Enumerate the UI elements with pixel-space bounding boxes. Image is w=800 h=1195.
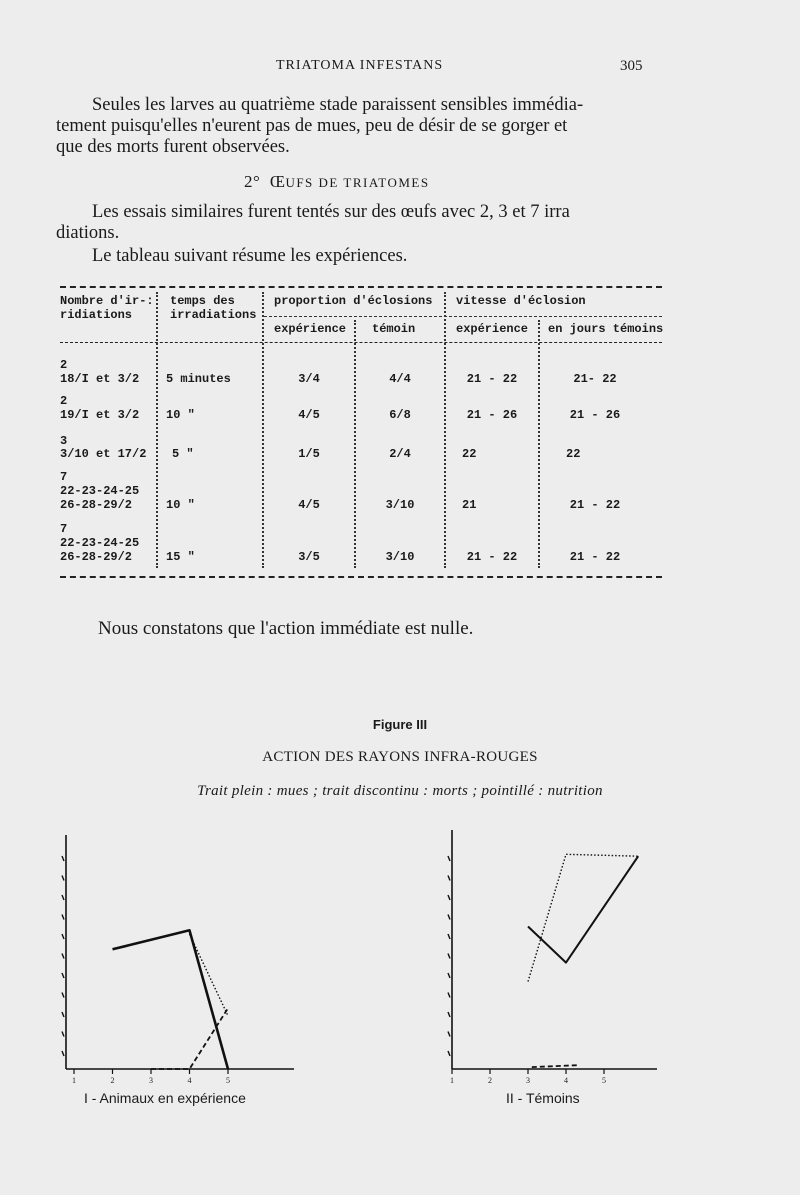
x-tick-label: 1 (72, 1076, 76, 1085)
cell-dates: 22-23-24-25 (60, 484, 140, 498)
y-tick (448, 934, 450, 939)
x-tick-label: 4 (564, 1076, 568, 1085)
y-tick (62, 954, 64, 959)
y-tick (448, 915, 450, 920)
cell-prop-temoin: 3/10 (385, 498, 415, 512)
page-number: 305 (620, 58, 643, 74)
cell-vitesse-temoins: 21 - 22 (569, 550, 621, 564)
y-tick (62, 973, 64, 978)
table-divider (444, 292, 446, 568)
y-tick (62, 895, 64, 900)
figure-label: Figure III (372, 717, 428, 732)
chart-panel-temoins (432, 825, 672, 1090)
y-tick (448, 1012, 450, 1017)
cell-vitesse-experience: 21 - 26 (466, 408, 518, 422)
paragraph-line: Seules les larves au quatrième stade paraissent sensibles immédia- (92, 95, 584, 115)
panel-caption-experience: I - Animaux en expérience (84, 1090, 246, 1106)
cell-duration: 5 minutes (166, 372, 231, 386)
section-title-initial: Œ (269, 172, 286, 191)
x-tick-label: 5 (226, 1076, 230, 1085)
chart-panel-experience (56, 825, 306, 1090)
x-tick-label: 3 (149, 1076, 153, 1085)
cell-vitesse-temoins: 21 - 22 (569, 498, 621, 512)
cell-irradiation-count: 3 (60, 434, 68, 448)
paragraph-line: que des morts furent observées. (56, 137, 290, 157)
section-number: 2° (244, 172, 261, 191)
header-sub-temoin: témoin (372, 322, 416, 336)
section-title-rest: UFS DE TRIATOMES (285, 175, 430, 190)
y-tick (448, 895, 450, 900)
cell-prop-experience: 1/5 (298, 447, 320, 461)
cell-irradiation-count: 7 (60, 470, 68, 484)
cell-prop-temoin: 6/8 (389, 408, 411, 422)
cell-dates: 18/I et 3/2 (60, 372, 140, 386)
cell-duration: 5 " (172, 447, 194, 461)
y-tick (62, 1012, 64, 1017)
cell-prop-temoin: 3/10 (385, 550, 415, 564)
y-tick (448, 993, 450, 998)
series-nutrition (528, 854, 638, 981)
cell-prop-experience: 3/4 (298, 372, 320, 386)
x-tick-label: 4 (187, 1076, 192, 1085)
header-col-time-line2: irradiations (170, 308, 257, 322)
cell-prop-experience: 3/5 (298, 550, 320, 564)
figure-legend: Trait plein : mues ; trait discontinu : morts ; pointillé : nutrition (197, 783, 603, 799)
panel-caption-temoins: II - Témoins (506, 1090, 580, 1106)
cell-vitesse-experience: 21 - 22 (466, 372, 518, 386)
y-tick (448, 856, 450, 861)
x-tick-label: 2 (110, 1076, 115, 1085)
x-tick-label: 5 (602, 1076, 606, 1085)
cell-vitesse-experience: 21 - 22 (466, 550, 518, 564)
cell-irradiation-count: 7 (60, 522, 68, 536)
cell-duration: 15 " (166, 550, 195, 564)
cell-vitesse-temoins: 21- 22 (573, 372, 617, 386)
series-morts (151, 1008, 228, 1069)
paragraph-line: Les essais similaires furent tentés sur des œufs avec 2, 3 et 7 irra (92, 202, 570, 222)
y-tick (448, 954, 450, 959)
table-rule-bottom (60, 576, 662, 578)
cell-dates: 22-23-24-25 (60, 536, 140, 550)
paragraph-line: diations. (56, 223, 120, 243)
section-heading (244, 172, 430, 192)
x-tick-label: 2 (488, 1076, 492, 1085)
header-sub-jours-temoins: en jours témoins (548, 322, 664, 336)
cell-dates: 3/10 et 17/2 (60, 447, 147, 461)
table-divider (156, 292, 158, 568)
y-tick (448, 876, 450, 881)
table-divider (538, 320, 540, 568)
y-tick (62, 915, 64, 920)
y-tick (62, 1032, 64, 1037)
running-head (0, 58, 800, 80)
header-col-count-line1: Nombre d'ir-: (60, 294, 154, 308)
header-col-time-line1: temps des (170, 294, 235, 308)
y-tick (448, 973, 450, 978)
paragraph-tableau: Le tableau suivant résume les expériences. (92, 246, 408, 266)
cell-prop-temoin: 4/4 (389, 372, 411, 386)
header-sub-experience: expérience (274, 322, 347, 336)
running-title: TRIATOMA INFESTANS (276, 58, 444, 73)
y-tick (62, 876, 64, 881)
table-divider (262, 292, 264, 568)
series-mues (113, 930, 229, 1069)
experiments-table (58, 284, 668, 584)
y-tick (448, 1051, 450, 1056)
cell-prop-temoin: 2/4 (389, 447, 411, 461)
table-rule-top (60, 286, 662, 288)
figure-title: ACTION DES RAYONS INFRA-ROUGES (262, 749, 538, 765)
y-tick (62, 856, 64, 861)
cell-vitesse-experience: 21 (462, 498, 477, 512)
header-group-vitesse: vitesse d'éclosion (456, 294, 586, 308)
y-tick (62, 1051, 64, 1056)
cell-prop-experience: 4/5 (298, 408, 320, 422)
y-tick (448, 1032, 450, 1037)
table-divider (354, 320, 356, 568)
x-tick-label: 3 (526, 1076, 530, 1085)
cell-duration: 10 " (166, 498, 195, 512)
header-sub-experience-2: expérience (456, 322, 529, 336)
y-tick (62, 993, 64, 998)
y-tick (62, 934, 64, 939)
cell-irradiation-count: 2 (60, 394, 68, 408)
header-col-count-line2: ridiations (60, 308, 133, 322)
cell-duration: 10 " (166, 408, 195, 422)
cell-vitesse-experience: 22 (462, 447, 477, 461)
cell-vitesse-temoins: 22 (566, 447, 581, 461)
x-tick-label: 1 (450, 1076, 454, 1085)
conclusion-text: Nous constatons que l'action immédiate est nulle. (98, 618, 474, 639)
cell-prop-experience: 4/5 (298, 498, 320, 512)
header-group-proportion: proportion d'éclosions (274, 294, 433, 308)
series-morts (532, 1065, 578, 1067)
table-rule-header (60, 342, 662, 343)
paragraph-larves (56, 95, 656, 158)
paragraph-line: tement puisqu'elles n'eurent pas de mues, peu de désir de se gorger et (56, 116, 568, 136)
cell-dates: 26-28-29/2 (60, 498, 133, 512)
cell-irradiation-count: 2 (60, 358, 68, 372)
cell-dates: 26-28-29/2 (60, 550, 133, 564)
cell-vitesse-temoins: 21 - 26 (569, 408, 621, 422)
table-rule-groups (264, 316, 662, 317)
series-mues (528, 856, 638, 962)
cell-dates: 19/I et 3/2 (60, 408, 140, 422)
paragraph-essais (56, 202, 656, 244)
